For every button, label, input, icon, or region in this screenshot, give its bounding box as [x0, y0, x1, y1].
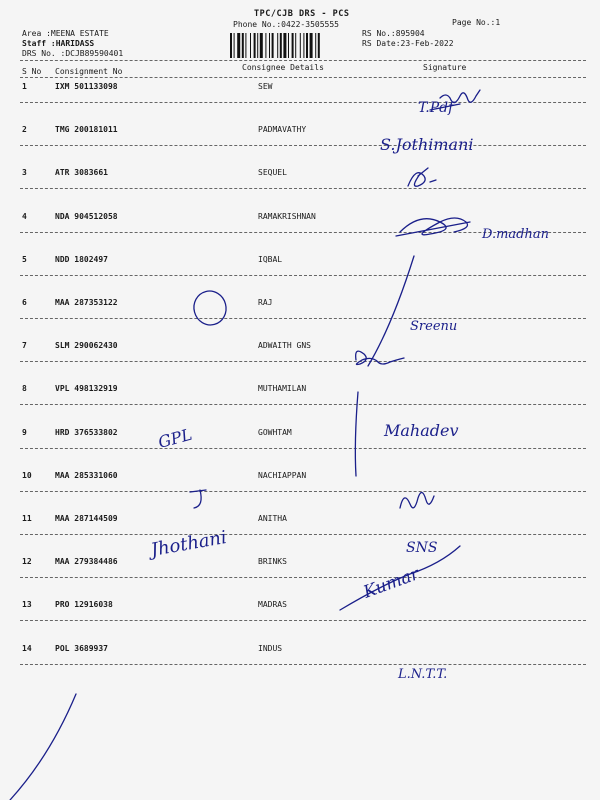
barcode-bar [254, 33, 256, 58]
row-consignment-number: NDA 904512058 [55, 211, 118, 221]
row-consignee-name: RAMAKRISHNAN [258, 211, 316, 221]
signature-text: SNS [406, 540, 438, 556]
column-header-sno: S No [22, 67, 42, 76]
barcode-bar [295, 33, 296, 58]
signature-scribble [408, 168, 436, 186]
row-serial-number: 7 [22, 341, 27, 351]
barcode-bar [292, 33, 294, 58]
row-consignment-number: IXM 501133098 [55, 82, 118, 91]
signature-text: Mahadev [384, 421, 459, 440]
row-consignee-name: NACHIAPPAN [258, 470, 307, 480]
row-serial-number: 13 [22, 600, 32, 610]
phone-number: Phone No.:0422-3505555 [233, 20, 339, 29]
row-consignee-name: IQBAL [258, 254, 283, 264]
signature-text: GPL [156, 424, 195, 452]
signature-text: T.Pdf [418, 100, 454, 116]
row-divider [20, 448, 586, 449]
signature-initial [190, 490, 206, 508]
document-title: TPC/CJB DRS - PCS [254, 9, 350, 19]
barcode-bar [288, 33, 289, 58]
barcode-bar [245, 33, 246, 58]
signature-text: Kumar [360, 564, 422, 603]
row-consignment-number: SLM 290062430 [55, 341, 118, 351]
row-divider [20, 534, 586, 535]
row-serial-number: 5 [22, 254, 27, 264]
barcode-bar [230, 33, 232, 58]
barcode-bar [283, 33, 286, 58]
staff-field: Staff :HARIDASS [22, 39, 95, 48]
signature-circle [190, 287, 230, 328]
row-consignee-name: SEQUEL [258, 168, 287, 178]
area-field: Area :MEENA ESTATE [22, 29, 109, 38]
signature-text: S.Jothimani [380, 135, 474, 154]
signature-scribble [356, 351, 404, 364]
signature-scribble [400, 492, 434, 508]
row-serial-number: 12 [22, 557, 32, 567]
row-divider [20, 577, 586, 578]
row-consignee-name: ADWAITH GNS [258, 341, 311, 351]
row-divider [20, 361, 586, 362]
row-serial-number: 14 [22, 643, 32, 653]
row-consignee-name: PADMAVATHY [258, 125, 307, 135]
signature-stroke [368, 256, 414, 366]
barcode [230, 33, 356, 58]
row-consignee-name: ANITHA [258, 514, 287, 523]
row-consignment-number: PRO 12916038 [55, 600, 113, 610]
row-divider [20, 232, 586, 233]
row-serial-number: 11 [22, 514, 32, 523]
divider-line [20, 77, 586, 78]
row-serial-number: 2 [22, 125, 27, 135]
signature-text: Jhothani [149, 526, 229, 561]
barcode-bar [277, 33, 278, 58]
barcode-bar [280, 33, 282, 58]
row-serial-number: 8 [22, 384, 27, 394]
row-divider [20, 404, 586, 405]
row-divider [20, 620, 586, 621]
divider-line [20, 60, 586, 61]
barcode-bar [269, 33, 270, 58]
rs-number: RS No.:895904 [362, 29, 425, 38]
rs-date: RS Date:23-Feb-2022 [362, 39, 454, 48]
barcode-bar [265, 33, 266, 58]
row-consignment-number: HRD 376533802 [55, 427, 118, 437]
barcode-bar [260, 33, 263, 58]
signature-text: D.madhan [482, 227, 549, 242]
barcode-bar [242, 33, 244, 58]
signature-scribble [430, 90, 480, 110]
row-consignment-number: ATR 3083661 [55, 168, 108, 178]
row-consignment-number: MAA 287144509 [55, 514, 118, 523]
barcode-bar [250, 33, 251, 58]
row-consignment-number: MAA 285331060 [55, 470, 118, 480]
row-serial-number: 10 [22, 470, 32, 480]
signature-stroke [10, 694, 76, 800]
signature-text: Sreenu [410, 319, 458, 334]
row-consignee-name: SEW [258, 82, 273, 91]
row-consignee-name: BRINKS [258, 557, 287, 567]
row-divider [20, 275, 586, 276]
barcode-bar [234, 33, 235, 58]
barcode-bar [315, 33, 316, 58]
row-consignee-name: MADRAS [258, 600, 287, 610]
row-divider [20, 145, 586, 146]
barcode-bar [303, 33, 304, 58]
barcode-bar [310, 33, 313, 58]
barcode-bar [306, 33, 308, 58]
row-consignee-name: MUTHAMILAN [258, 384, 307, 394]
row-consignment-number: TMG 200181011 [55, 125, 118, 135]
column-header-consignment: Consignment No [55, 67, 123, 76]
row-divider [20, 664, 586, 665]
row-consignee-name: RAJ [258, 298, 273, 307]
page-number: Page No.:1 [452, 18, 501, 27]
column-header-consignee: Consignee Details [242, 63, 324, 72]
column-header-signature: Signature [423, 63, 467, 72]
row-serial-number: 3 [22, 168, 27, 178]
row-divider [20, 318, 586, 319]
row-serial-number: 6 [22, 298, 27, 307]
row-serial-number: 4 [22, 211, 27, 221]
row-divider [20, 188, 586, 189]
row-consignment-number: MAA 287353122 [55, 298, 118, 307]
barcode-bar [300, 33, 301, 58]
barcode-bar [272, 33, 274, 58]
row-serial-number: 9 [22, 427, 27, 437]
row-serial-number: 1 [22, 82, 27, 91]
row-consignment-number: POL 3689937 [55, 643, 108, 653]
row-divider [20, 491, 586, 492]
row-consignee-name: GOWHTAM [258, 427, 292, 437]
row-consignee-name: INDUS [258, 643, 283, 653]
row-consignment-number: VPL 498132919 [55, 384, 118, 394]
row-consignment-number: MAA 279384486 [55, 557, 118, 567]
row-consignment-number: NDD 1802497 [55, 254, 108, 264]
row-divider [20, 102, 586, 103]
barcode-bar [318, 33, 320, 58]
signature-text: L.N.T.T. [398, 667, 448, 682]
drs-number: DRS No. :DCJB89590401 [22, 49, 124, 58]
barcode-bar [237, 33, 240, 58]
barcode-bar [257, 33, 258, 58]
signature-scribble [396, 218, 470, 236]
